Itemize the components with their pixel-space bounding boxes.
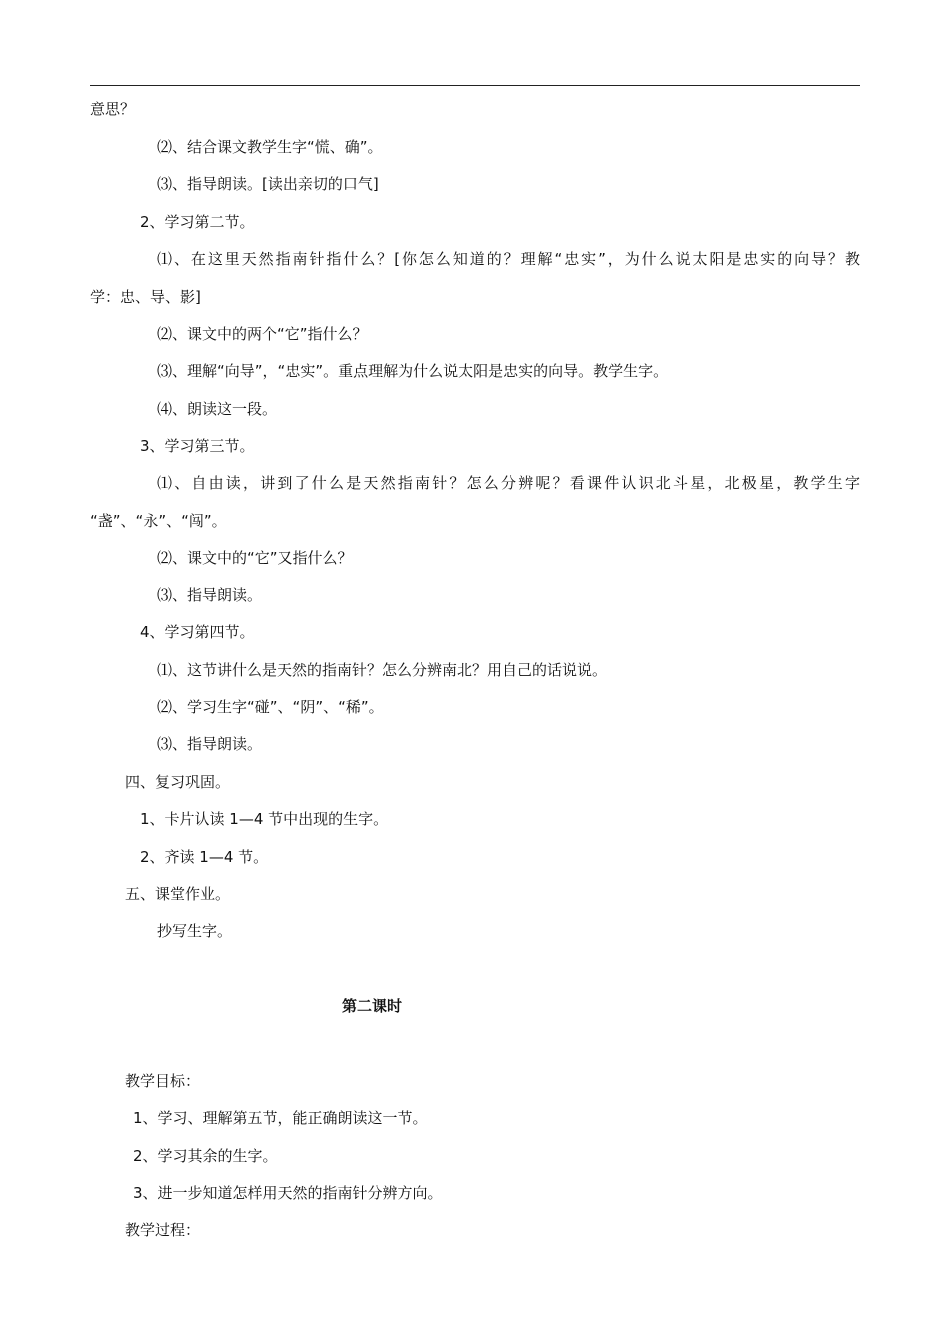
text-line: 抄写生字。 xyxy=(157,922,233,940)
text-line: ⑵、结合课文教学生字“慌、确”。 xyxy=(157,138,383,156)
text-line: ⑷、朗读这一段。 xyxy=(157,400,278,418)
section-heading: 教学目标： xyxy=(125,1072,201,1090)
section-heading: 教学过程： xyxy=(125,1221,201,1239)
text-line: ⑶、指导朗读。[读出亲切的口气] xyxy=(157,175,379,193)
text-line: 学：忠、导、影] xyxy=(90,288,201,306)
text-line: ⑵、学习生字“碰”、“阴”、“稀”。 xyxy=(157,698,384,716)
text-line: 意思？ xyxy=(90,100,136,118)
text-line: ⑵、课文中的两个“它”指什么？ xyxy=(157,325,368,343)
text-line: “盏”、“永”、“闯”。 xyxy=(90,512,227,530)
text-line: ⑴、在这里天然指南针指什么？[你怎么知道的？理解“忠实”，为什么说太阳是忠实的向导？教 xyxy=(157,250,860,268)
section-heading: 五、课堂作业。 xyxy=(125,885,231,903)
text-line: 3、学习第三节。 xyxy=(140,437,255,455)
text-line: ⑴、这节讲什么是天然的指南针？怎么分辨南北？用自己的话说说。 xyxy=(157,661,608,679)
text-line: 2、齐读 1—4 节。 xyxy=(140,848,269,866)
text-line: ⑶、指导朗读。 xyxy=(157,586,263,604)
text-line: 1、卡片认读 1—4 节中出现的生字。 xyxy=(140,810,389,828)
lesson-title: 第二课时 xyxy=(342,997,403,1015)
text-line: ⑶、理解“向导”，“忠实”。重点理解为什么说太阳是忠实的向导。教学生字。 xyxy=(157,362,669,380)
text-line: ⑵、课文中的“它”又指什么？ xyxy=(157,549,353,567)
text-line: 3、进一步知道怎样用天然的指南针分辨方向。 xyxy=(133,1184,443,1202)
text-line: 2、学习第二节。 xyxy=(140,213,255,231)
text-line: ⑶、指导朗读。 xyxy=(157,735,263,753)
text-line: 1、学习、理解第五节，能正确朗读这一节。 xyxy=(133,1109,428,1127)
section-heading: 四、复习巩固。 xyxy=(125,773,231,791)
text-line: ⑴、自由读，讲到了什么是天然指南针？怎么分辨呢？看课件认识北斗星，北极星，教学生字 xyxy=(157,474,860,492)
text-line: 2、学习其余的生字。 xyxy=(133,1147,278,1165)
text-line: 4、学习第四节。 xyxy=(140,623,255,641)
header-rule xyxy=(90,85,860,86)
